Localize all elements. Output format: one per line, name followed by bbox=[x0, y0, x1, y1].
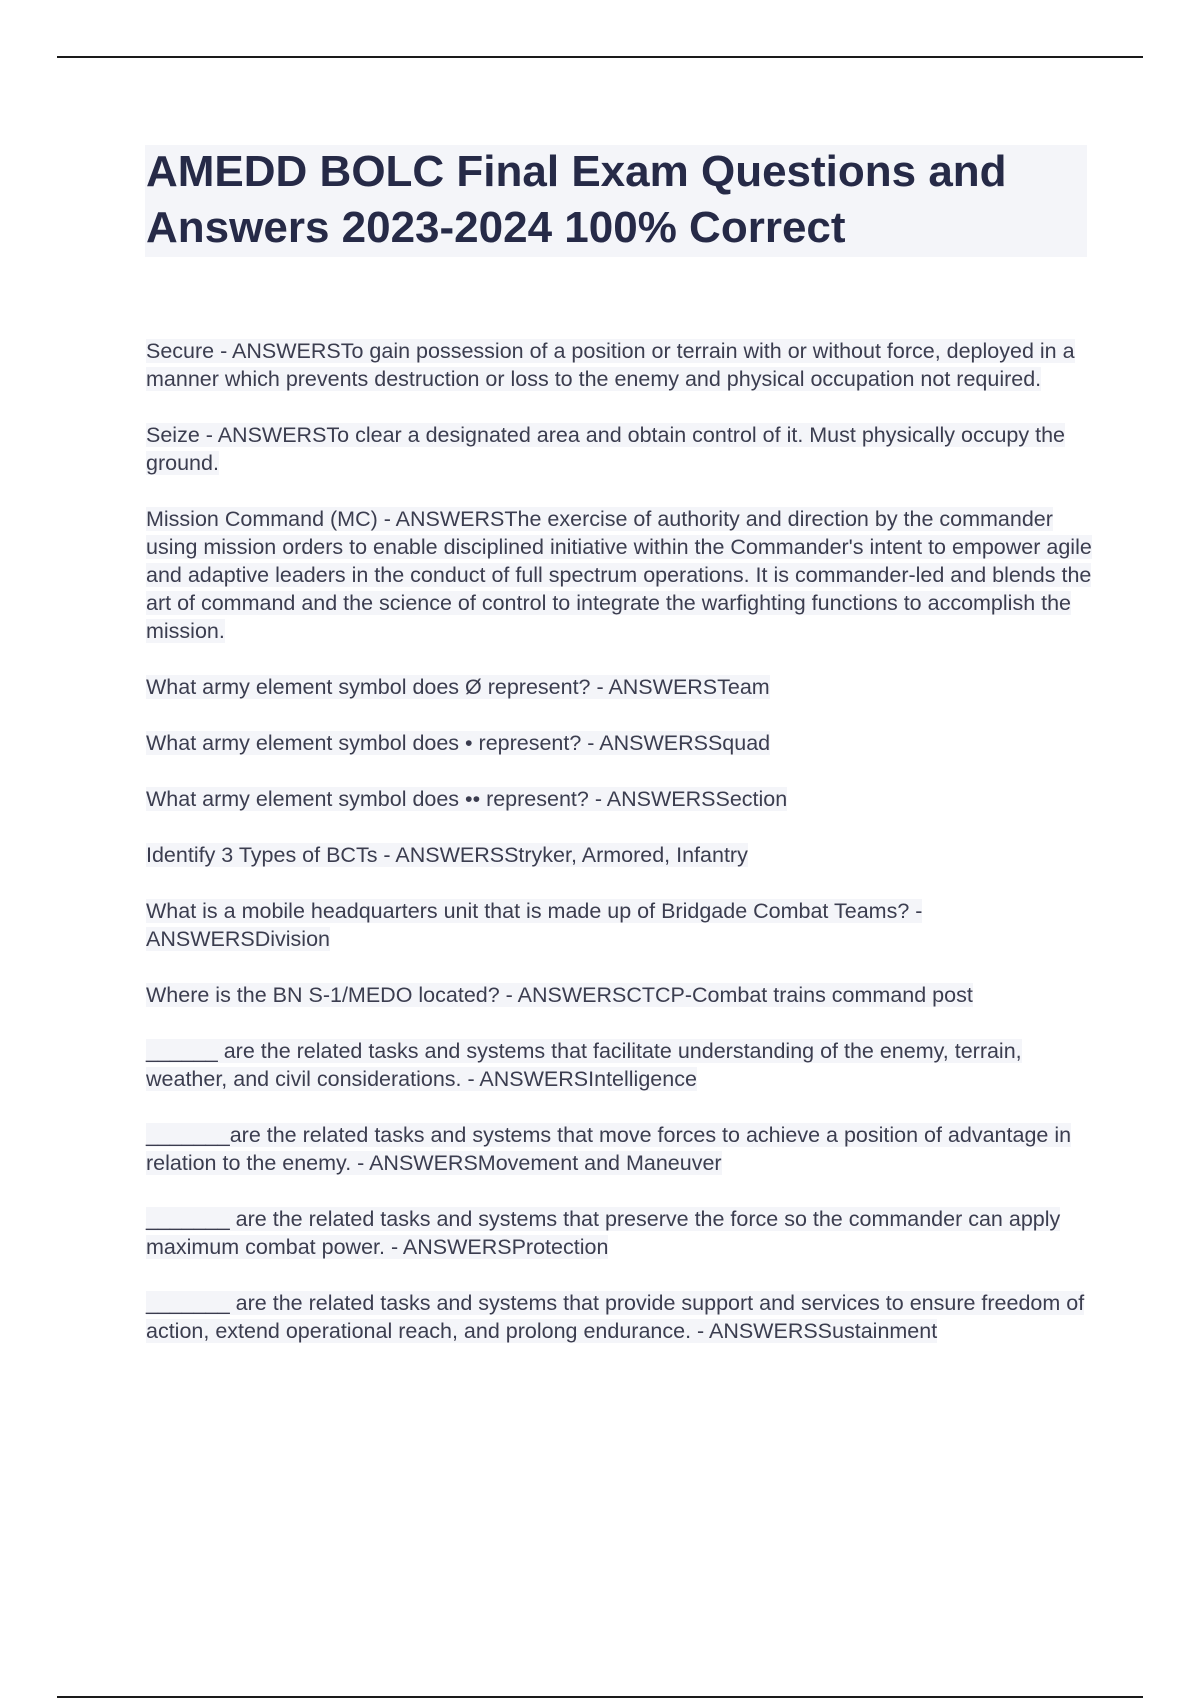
qa-entry-secure bbox=[146, 337, 1096, 393]
qa-entry-movement-maneuver bbox=[146, 1121, 1096, 1177]
qa-entry-text: What army element symbol does Ø represent? - ANSWERSTeam bbox=[146, 675, 770, 699]
qa-entry-bct-types bbox=[146, 841, 1096, 869]
qa-entry-protection bbox=[146, 1205, 1096, 1261]
qa-entry-intelligence bbox=[146, 1037, 1096, 1093]
qa-entry-text: Secure - ANSWERSTo gain possession of a position or terrain with or without force, deployed in a manner which prevents destruction or loss to the enemy and physical occupation not required. bbox=[146, 339, 1075, 391]
qa-entry-text: What army element symbol does • represent? - ANSWERSSquad bbox=[146, 731, 771, 755]
qa-entry-bn-s1 bbox=[146, 981, 1096, 1009]
qa-entry-text: _______ are the related tasks and systems that preserve the force so the commander can apply maximum combat power. - ANSWERSProtection bbox=[146, 1207, 1061, 1259]
qa-entry-text: ______ are the related tasks and systems that facilitate understanding of the enemy, terrain, weather, and civil considerations. - ANSWERSIntelligence bbox=[146, 1039, 1022, 1091]
qa-entry-symbol-team bbox=[146, 673, 1096, 701]
qa-entry-sustainment bbox=[146, 1289, 1096, 1345]
bottom-rule bbox=[57, 1696, 1143, 1698]
qa-entry-text: What is a mobile headquarters unit that is made up of Bridgade Combat Teams? - ANSWERSDivision bbox=[146, 899, 923, 951]
qa-entry-text: What army element symbol does •• represent? - ANSWERSSection bbox=[146, 787, 788, 811]
qa-entry-text: Identify 3 Types of BCTs - ANSWERSStryker, Armored, Infantry bbox=[146, 843, 748, 867]
qa-entry-seize bbox=[146, 421, 1096, 477]
qa-entry-symbol-squad bbox=[146, 729, 1096, 757]
qa-entry-text: _______are the related tasks and systems that move forces to achieve a position of advantage in relation to the enemy. - ANSWERSMovement and Maneuver bbox=[146, 1123, 1072, 1175]
qa-entry-text: _______ are the related tasks and systems that provide support and services to ensure freedom of action, extend operational reach, and prolong endurance. - ANSWERSSustainment bbox=[146, 1291, 1085, 1343]
qa-entry-text: Mission Command (MC) - ANSWERSThe exercise of authority and direction by the commander using mission orders to enable disciplined initiative within the Commander's intent to empower agile and adaptive leaders in the conduct of full spectrum operations. It is commander-led and blends the art of command and the science of control to integrate the warfighting functions to accomplish the mission. bbox=[146, 507, 1092, 643]
qa-entry-division bbox=[146, 897, 1096, 953]
qa-entry-mission-command bbox=[146, 505, 1096, 645]
qa-entry-text: Seize - ANSWERSTo clear a designated area and obtain control of it. Must physically occupy the ground. bbox=[146, 423, 1065, 475]
qa-entry-symbol-section bbox=[146, 785, 1096, 813]
top-rule bbox=[57, 56, 1143, 58]
qa-list bbox=[146, 337, 1096, 1373]
qa-entry-text: Where is the BN S-1/MEDO located? - ANSWERSCTCP-Combat trains command post bbox=[146, 983, 973, 1007]
document-title: AMEDD BOLC Final Exam Questions and Answers 2023-2024 100% Correct bbox=[146, 147, 1007, 252]
